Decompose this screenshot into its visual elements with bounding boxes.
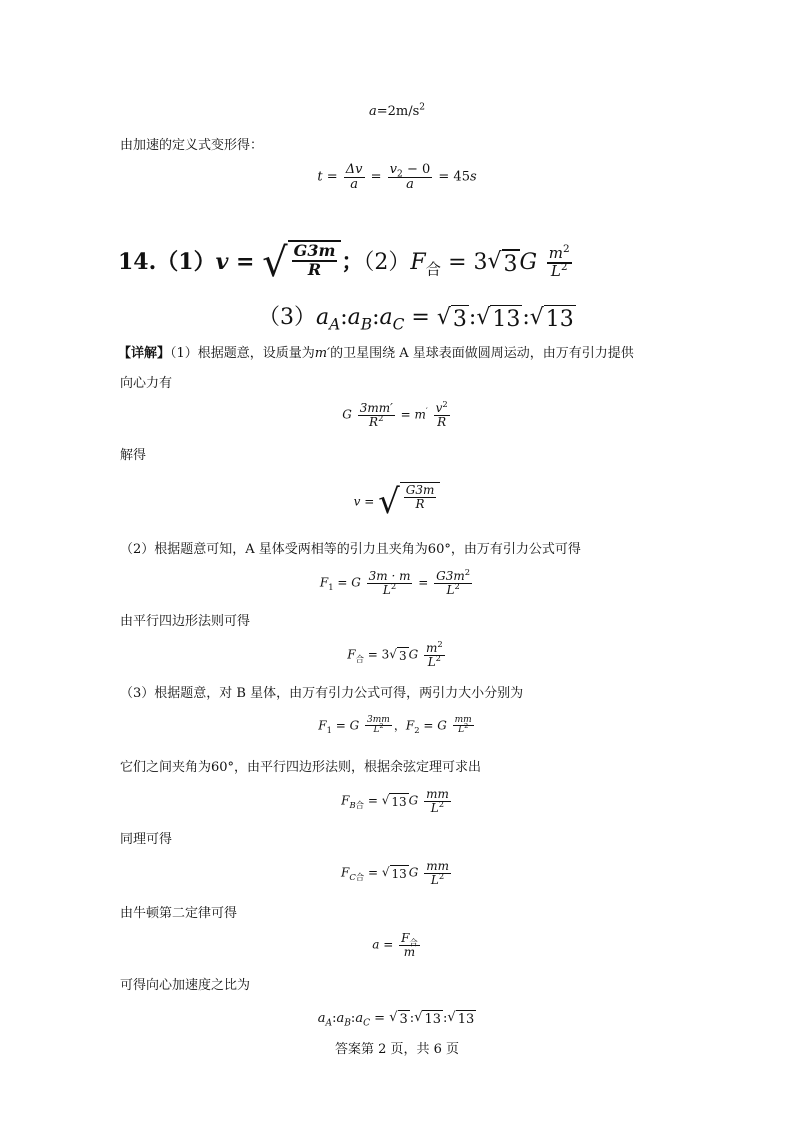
equation-F1-F2: $F_1 = G$ $\frac{3mm}{L^2}$ ，$F_2 = G$ $\frac{mm}{L^2}$ [318,715,472,736]
equation-F1: $F_1 = G$ $\frac{3m \cdot m}{L^2}$ = $\frac{G3m^2}{L^2}$ [319,567,471,597]
detail-tag: 【详解】 [118,346,171,361]
question-number: 14. [118,249,157,275]
detail-paragraph-3: （3）根据题意，对 B 星体，由万有引力公式可得，两引力大小分别为 [120,686,524,701]
equation-a: a = $\frac{F_合}{m}$ [372,931,418,959]
text-parallel: 由平行四边形法则可得 [120,614,251,629]
equation-v: v = √ $\frac{G3m}{R}$ [0,482,794,522]
detail-paragraph-1: 【详解】（1）根据题意，设质量为m′的卫星围绕 A 星球表面做圆周运动，由万有引力提供 [118,346,634,361]
text-ratio: 可得向心加速度之比为 [120,978,251,993]
page-footer: 答案第 2 页，共 6 页 [334,1042,460,1057]
detail-paragraph-1-cont: 向心力有 [120,376,173,391]
sqrt-v: √ $\frac{G3m}{R}$ [262,240,341,286]
equation-gravity: G $\frac{3mm'}{R^2}$ = m′ $\frac{v^2}{R}$ [342,399,448,429]
text-newton: 由牛顿第二定律可得 [120,906,238,921]
text-definition: 由加速的定义式变形得： [120,138,264,153]
equation-a-value: $a=2m/s^2$ [368,102,426,119]
detail-paragraph-2: （2）根据题意可知，A 星体受两相等的引力且夹角为60°，由万有引力公式可得 [120,542,581,557]
equation-FC: $F_{C合}$ = √ 13 G $\frac{mm}{L^2}$ [341,859,449,887]
answer-heading-line2: $(3)a_A:a_B:a_C$ = √ 3 : √ 13 : √ 13 [258,304,574,334]
equation-t: t = $\frac{\Delta v}{a}$ = $\frac{v_2 - 0}{a}$ = 45s [317,162,477,192]
text-solve: 解得 [120,448,147,463]
text-same: 同理可得 [120,832,173,847]
equation-FB: $F_{B合}$ = √ 13 G $\frac{mm}{L^2}$ [341,787,449,815]
text-angle: 它们之间夹角为60°，由平行四边形法则，根据余弦定理可求出 [120,760,482,775]
equation-Fnet: $F_合 = 3$ √ 3 G $\frac{m^2}{L^2}$ [347,639,443,669]
answer-heading-line1: 14.（1）v = √ $\frac{G3m}{R}$ ；$(2)F_合 = 3$ √ 3 G $\frac{m^2}{L^2}$ [118,240,570,286]
equation-ratio: $a_A:a_B:a_C$ = √ 3 : √ 13 : √ 13 [317,1010,475,1029]
